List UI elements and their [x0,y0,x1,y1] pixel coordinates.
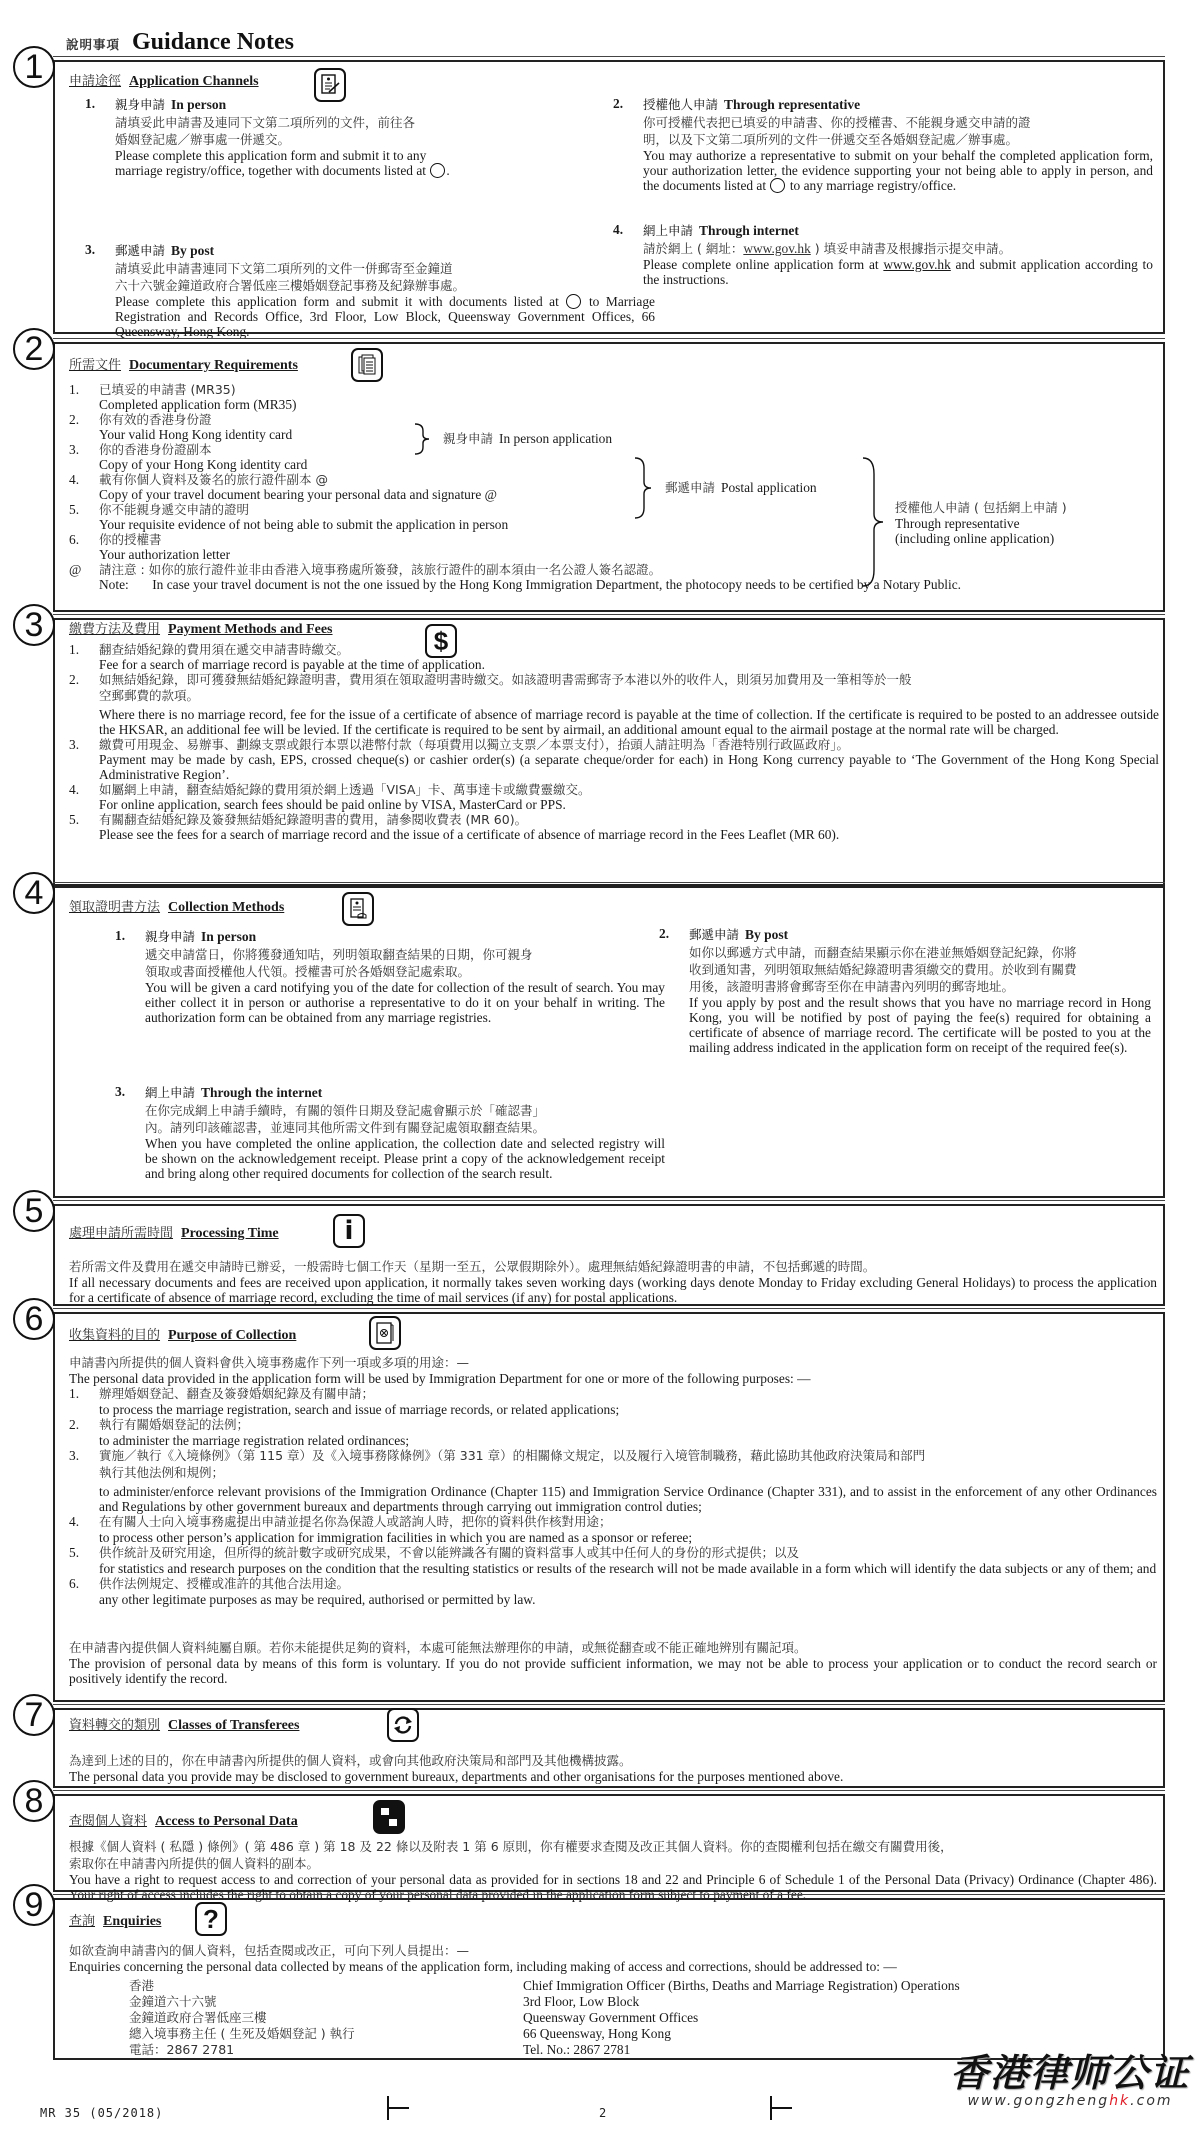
channel-in-person: 1. 親身申請 In person 請填妥此申請書及連同下文第二項所列的文件，前往各 婚姻登記處／辦事處一併遞交。 Please complete this application form and submit it to any marriage registry/office, together with documents listed at . [85,96,450,178]
page-number: 2 [599,2106,607,2120]
channel-by-post: 3. 郵遞申請 By post 請填妥此申請書連同下文第二項所列的文件一併郵寄至金鐘道 六十六號金鐘道政府合署低座三樓婚姻登記事務及紀錄辦事處。 Please complete this application form and submit it with documents listed at to Marriage Registration and Records Office, 3rd Floor, Low Block, Queensway Government Offices, 66 Queensway, Hong Kong. [85,242,655,339]
transferees-text: 為達到上述的目的，你在申請書內所提供的個人資料，或會向其他政府決策局和部門及其他機構披露。 The personal data you provide may be disclosed to government bureaux, departments and other organisations for the purposes mentioned above. [69,1753,844,1784]
transfer-arrows-icon [387,1708,419,1742]
section-number-7: 7 [13,1694,55,1736]
channel-through-representative: 2. 授權他人申請 Through representative 你可授權代表把已填妥的申請書、你的授權書、不能親身遞交申請的證 明，以及下文第二項所列的文件一併遞交至各婚姻登記處／辦事處。 You may authorize a representative to submit on your behalf the completed application form, your authorization letter, the evidence supporting your not being able to apply in person, and the documents listed at to any marriage registry/office. [613,96,1153,193]
group-in-person: 親身申請 In person application [443,431,613,446]
purpose-outro: 在申請書內提供個人資料純屬自願。若你未能提供足夠的資料，本處可能無法辦理你的申請，或無從翻查或不能正確地辨別有關記項。 The provision of personal data by means of this form is voluntary. If you do not provide sufficient information, we may not be able to process your application or to conduct the record search or positively identify the record. [69,1640,1157,1686]
section-number-2: 2 [13,328,55,370]
brace-representative [861,456,887,588]
brace-postal [633,456,655,520]
section-payment-methods [24,606,1165,886]
enquiries-address-zh: 香港 金鐘道六十六號 金鐘道政府合署低座三樓 總入境事務主任 ( 生死及婚姻登記 ) 執行 電話：2867 2781 [129,1978,355,2057]
section-number-1: 1 [13,46,55,88]
page-title-en: Guidance Notes [132,29,295,55]
section-heading: 查詢 Enquiries [69,1914,162,1929]
access-data-text: 根據《個人資料 ( 私隱 ) 條例》( 第 486 章 ) 第 18 及 22 條以及附表 1 第 6 原則，你有權要求查閱及改正其個人資料。你的查閱權利包括在繳交有關費用後， 索取你在申請書內所提供的個人資料的副本。 You have a right to request access to and correction of your personal data as provided for in sections 18 and 22 and Principle 6 of Schedule 1 of the Personal Data (Privacy) Ordinance (Chapter 486). Your right of access includes the right to obtain a copy of your personal data provided in the application form subject to payment of a fee. [69,1839,1157,1902]
section-number-6: 6 [13,1298,55,1340]
watermark-url: www.gongzhenghk.com [967,2093,1173,2109]
purpose-list: 1. 辦理婚姻登記、翻查及簽發婚姻紀錄及有關申請； to process the marriage registration, search and issue of marriage records, or related applications; 2. 執行有關婚姻登記的法例； to administer the marriage registration related ordinances; 3. 實施／執行《入境條例》（第 115 章）及《入境事務隊條例》（第 331 章）的相關條文規定，以及履行入境管制職務，藉此協助其他政府決策局和部門 執行其他法例和規例； to administer/enforce relevant provisions of the Immigration Ordinance (Chapter 115) and Immigration Service Ordinance (Chapter 331), and to assist in the enforcement of any other Ordinances and Regulations by other government bureaux and departments through carrying out immigration control duties; 4. 在有關人士向入境事務處提出申請並提名你為保證人或諮詢人時，把你的資料供作核對用途； to process other person’s application for immigration facilities in which you are named as a sponsor or referee; 5. 供作統計及研究用途，但所得的統計數字或研究成果，不會以能辨識各有關的資料當事人或其中任何人的身份的形式提供；以及 for statistics and research purposes on the condition that the resulting statistics or results of the research will not be made available in a form which will identify the data subjects or any of them; and 6. 供作法例規定、授權或准許的其他合法用途。 any other legitimate purposes as may be required, authorised or permitted by law. [69,1386,1157,1607]
section-number-8: 8 [13,1780,55,1822]
brace-in-person [413,422,433,456]
processing-time-text: 若所需文件及費用在遞交申請時已辦妥，一般需時七個工作天（星期一至五，公眾假期除外）。處理無結婚紀錄證明書的申請，不包括郵遞的時間。 If all necessary documents and fees are received upon application, it normally takes seven working days (working days denote Monday to Friday excluding General Holidays) to process the application for a certificate of absence of marriage record, excluding the time of mail services (if any) for postal applications. [69,1259,1157,1305]
safe-icon [369,1316,401,1350]
section-purpose-of-collection [24,1300,1165,1702]
documents-icon [351,348,383,382]
section-heading: 繳費方法及費用 Payment Methods and Fees [69,622,333,637]
section-number-9: 9 [13,1884,55,1926]
info-icon: i [333,1214,365,1248]
gov-hk-link[interactable]: www.gov.hk [883,257,951,272]
registration-mark-left [387,2096,409,2120]
access-data-icon [373,1800,405,1834]
section-heading: 申請途徑 Application Channels [69,74,259,89]
page-title-zh: 說明事項 [66,37,121,52]
section-heading: 收集資料的目的 Purpose of Collection [69,1328,297,1343]
section-heading: 所需文件 Documentary Requirements [69,358,298,373]
channel-through-internet: 4. 網上申請 Through internet 請於網上 ( 網址：www.gov.hk ) 填妥申請書及根據指示提交申請。 Please complete online application form at www.gov.hk and submit application according to the instructions. [613,222,1153,287]
section-enquiries [24,1886,1165,2060]
enquiries-intro: 如欲查詢申請書內的個人資料，包括查閱或改正，可向下列人員提出：— Enquiries concerning the personal data collected by means of the application form, including making of access and corrections, should be addressed to: — [69,1943,897,1974]
registration-mark-right [770,2096,792,2120]
group-postal: 郵遞申請 Postal application [665,480,817,495]
watermark-brand: 香港律师公证 [949,2050,1190,2095]
purpose-intro: 申請書內所提供的個人資料會供入境事務處作下列一項或多項的用途：— The personal data provided in the application form will be used by Immigration Department for one or more of the following purposes: — [69,1355,811,1386]
page-title [66,28,294,59]
collection-in-person: 1. 親身申請 In person 遞交申請當日，你將獲發通知咭，列明領取翻查結果的日期，你可親身 領取或書面授權他人代領。授權書可於各婚姻登記處索取。 You will be given a card notifying you of the date for collection of the result of search. You may either collect it in person or authorise a representative to do it on your behalf in writing. The authorization form can be obtained from any marriage registries. [115,928,665,1025]
section-application-channels [24,48,1165,339]
section-number-5: 5 [13,1190,55,1232]
gov-hk-link[interactable]: www.gov.hk [743,241,811,256]
collection-by-post: 2. 郵遞申請 By post 如你以郵遞方式申請，而翻查結果顯示你在港並無婚姻登記紀錄，你將 收到通知書，列明領取無結婚紀錄證明書須繳交的費用。於收到有關費 用後，該證明書將會郵寄至你在申請書內列明的郵寄地址。 If you apply by post and the result shows that you have no marriage record in Hong Kong, you will be notified by post of paying the fee(s) required for obtaining a certificate of absence of marriage record. The certificate will be posted to you at the mailing address indicated in the application form on receipt of the required fee(s). [659,926,1151,1055]
question-icon: ? [195,1902,227,1936]
dollar-icon: $ [425,624,457,658]
section-heading: 資料轉交的類別 Classes of Transferees [69,1718,300,1733]
documents-list: 1. 已填妥的申請書 (MR35) Completed application form (MR35) 2. 你有效的香港身份證 Your valid Hong Kong identity card 3. 你的香港身份證副本 Copy of your Hong Kong identity card 4. 載有你個人資料及簽名的旅行證件副本 @ Copy of your travel document bearing your personal data and signature @ 5. 你不能親身遞交申請的證明 Your requisite evidence of not being able to submit the application in person 6. 你的授權書 Your authorization letter @ 請注意 : 如你的旅行證件並非由香港入境事務處所簽發，該旅行證件的副本須由一名公證人簽名認證。 Note: In case your travel document is not the one issued by the Hong Kong Immigration Department, the photocopy needs to be certified by a Notary Public. [69,382,961,592]
collection-through-internet: 3. 網上申請 Through the internet 在你完成網上申請手續時，有關的領件日期及登記處會顯示於「確認書」 內。請列印該確認書，並連同其他所需文件到有關登記處領取翻查結果。 When you have completed the online application, the collection date and selected registry will be shown on the acknowledgement receipt. Please print a copy of the acknowledgement receipt and bring along other required documents for collection of the search result. [115,1084,665,1181]
section-number-4: 4 [13,872,55,914]
section-collection-methods [24,874,1165,1198]
watermark [945,2052,1195,2109]
section-access-to-personal-data [24,1782,1165,1902]
group-representative: 授權他人申請 ( 包括網上申請 ) Through representative (including online application) [895,500,1067,546]
section-heading: 查閱個人資料 Access to Personal Data [69,1814,298,1829]
section-reference-circle [566,294,581,309]
section-processing-time [24,1192,1165,1306]
section-classes-of-transferees [24,1696,1165,1788]
payment-list: 1. 翻查結婚紀錄的費用須在遞交申請書時繳交。 Fee for a search of marriage record is payable at the time of application. 2. 如無結婚紀錄，即可獲發無結婚紀錄證明書，費用須在領取證明書時繳交。如該證明書需郵寄予本港以外的收件人，則須另加費用及一筆相等於一般 空郵郵費的款項。 Where there is no marriage record, fee for the issue of a certificate of absence of marriage record is payable at the time of collection. If the certificate is required to be posted to an addressee outside the HKSAR, an additional fee will be levied. If the certificate is required to be sent by airmail, an additional amount equal to the airmail postage at the normal rate will be charged. 3. 繳費可用現金、易辦事、劃線支票或銀行本票以港幣付款（每項費用以獨立支票／本票支付），抬頭人請註明為「香港特別行政區政府」。 Payment may be made by cash, EPS, crossed cheque(s) or cashier order(s) (a separate cheque/order for each) in Hong Kong currency payable to ‘The Government of the Hong Kong Special Administrative Region’. 4. 如屬網上申請，翻查結婚紀錄的費用須於網上透過「VISA」卡、萬事達卡或繳費靈繳交。 For online application, search fees should be paid online by VISA, MasterCard or PPS. 5. 有關翻查結婚紀錄及簽發無結婚紀錄證明書的費用，請參閱收費表 (MR 60)。 Please see the fees for a search of marriage record and the issue of a certificate of absence of marriage record in the Fees Leaflet (MR 60). [69,642,1159,842]
section-reference-circle [770,178,785,193]
receipt-hand-icon [342,892,374,926]
form-code: MR 35 (05/2018) [40,2106,164,2120]
section-reference-circle [430,163,445,178]
section-documentary-requirements [24,330,1165,612]
enquiries-address-en: Chief Immigration Officer (Births, Deaths and Marriage Registration) Operations 3rd Floor, Low Block Queensway Government Offices 66 Queensway, Hong Kong Tel. No.: 2867 2781 [523,1978,960,2057]
section-heading: 處理申請所需時間 Processing Time [69,1226,279,1241]
section-number-3: 3 [13,604,55,646]
section-heading: 領取證明書方法 Collection Methods [69,900,285,915]
